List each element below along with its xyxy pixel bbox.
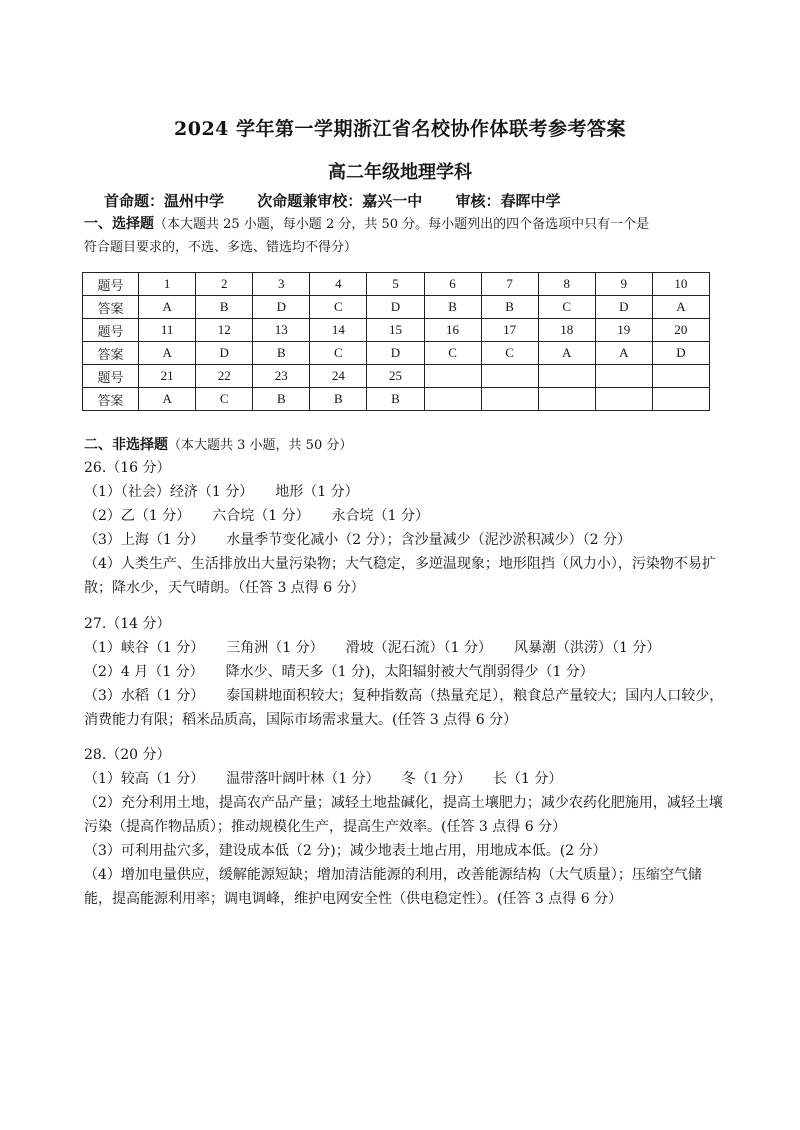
table-row (83, 365, 710, 388)
table-cell: A (139, 296, 196, 319)
answer-part: 永合垸（1 分） (331, 508, 429, 524)
table-cell: 25 (367, 365, 424, 388)
table-cell: A (652, 296, 709, 319)
answer-part: 冬（1 分） (401, 771, 471, 787)
table-cell (538, 365, 595, 388)
question-28 (84, 743, 724, 911)
table-cell (595, 388, 652, 411)
answer-part: 地形（1 分） (275, 484, 359, 500)
section1-heading (84, 212, 649, 237)
answer-part: 长（1 分） (492, 771, 563, 787)
table-cell (481, 388, 538, 411)
answer-paragraph: （4）人类生产、生活排放出大量污染物；大气稳定，多逆温现象；地形阻挡（风力小），污染物不易扩散；降水少，天气晴朗。（任答 3 点得 6 分） (84, 556, 716, 596)
question-26 (84, 456, 724, 600)
table-cell: 6 (424, 273, 481, 296)
answer-table (82, 272, 710, 411)
answer-paragraph: （4）增加电量供应，缓解能源短缺；增加清洁能源的利用，改善能源结构（大气质量）；压缩空气储能，提高能源利用率；调电调峰，维护电网安全性（供电稳定性）。(任答 3 点得 6 分） (84, 867, 702, 907)
answer-part: 泰国耕地面积较大；复种指数高（热量充足），粮食总产量较大；国内人口较少，消费能力有限；稻米品质高，国际市场需求量大。(任答 3 点得 6 分） (84, 688, 724, 728)
answer-line (84, 660, 724, 684)
row-label: 题号 (83, 365, 139, 388)
table-cell: 10 (652, 273, 709, 296)
answer-part: 温带落叶阔叶林（1 分） (226, 771, 380, 787)
table-cell (595, 365, 652, 388)
section1-note: （本大题共 25 小题，每小题 2 分，共 50 分。每小题列出的四个备选项中只有一个是 (154, 217, 650, 232)
row-label: 题号 (83, 273, 139, 296)
answer-part: 风暴潮（洪涝）（1 分） (513, 640, 661, 656)
table-cell: 20 (652, 319, 709, 342)
table-cell: 12 (196, 319, 253, 342)
section2-title: 二、非选择题 (84, 437, 168, 453)
table-cell: 5 (367, 273, 424, 296)
table-cell: 1 (139, 273, 196, 296)
answer-part: （3）上海（1 分） (84, 532, 205, 548)
table-cell: D (367, 342, 424, 365)
answer-line (84, 504, 724, 528)
table-cell: B (253, 388, 310, 411)
table-cell: A (139, 342, 196, 365)
table-cell (424, 365, 481, 388)
row-label: 答案 (83, 342, 139, 365)
page-title: 2024 学年第一学期浙江省名校协作体联考参考答案 (174, 118, 626, 140)
row-label: 题号 (83, 319, 139, 342)
table-cell: 21 (139, 365, 196, 388)
table-cell: C (424, 342, 481, 365)
question-header: 28.（20 分） (84, 747, 171, 763)
table-row (83, 342, 710, 365)
answer-part: （1）较高（1 分） (84, 771, 205, 787)
table-cell: C (310, 296, 367, 319)
page-subtitle: 高二年级地理学科 (328, 162, 472, 183)
answer-paragraph (84, 684, 724, 732)
authors-line (104, 190, 589, 211)
answer-paragraph: （2）充分利用土地，提高农产品产量；减轻土地盐碱化，提高土壤肥力；减少农药化肥施用，减轻土壤污染（提高作物品质）；推动规模化生产，提高生产效率。(任答 3 点得 6 分） (84, 795, 723, 835)
table-cell: 18 (538, 319, 595, 342)
table-cell: 2 (196, 273, 253, 296)
table-cell: 19 (595, 319, 652, 342)
table-cell: 17 (481, 319, 538, 342)
answer-part: （1）（社会）经济（1 分） (84, 484, 254, 500)
table-cell: 16 (424, 319, 481, 342)
table-cell: 22 (196, 365, 253, 388)
row-label: 答案 (83, 296, 139, 319)
row-label: 答案 (83, 388, 139, 411)
table-cell (652, 388, 709, 411)
table-cell: 24 (310, 365, 367, 388)
second-author: 次命题兼审校：嘉兴一中 (257, 192, 423, 210)
table-cell: C (538, 296, 595, 319)
section2-note: （本大题共 3 小题，共 50 分） (168, 438, 353, 453)
table-cell: D (652, 342, 709, 365)
table-cell: D (196, 342, 253, 365)
table-cell: B (424, 296, 481, 319)
answer-line (84, 480, 724, 504)
table-cell: A (538, 342, 595, 365)
table-cell: 3 (253, 273, 310, 296)
first-author: 首命题：温州中学 (104, 192, 225, 210)
table-cell: D (595, 296, 652, 319)
answer-part: 水量季节变化减小（2 分）；含沙量减少（泥沙淤积减少）（2 分） (226, 532, 631, 548)
table-cell: B (367, 388, 424, 411)
table-cell: B (196, 296, 253, 319)
section1-note-line2: 符合题目要求的，不选、多选、错选均不得分） (84, 240, 358, 255)
answer-part: （2）乙（1 分） (84, 508, 191, 524)
table-cell: A (139, 388, 196, 411)
table-cell: C (310, 342, 367, 365)
table-cell: B (253, 342, 310, 365)
table-cell: D (253, 296, 310, 319)
answer-line (84, 636, 724, 660)
table-cell: 9 (595, 273, 652, 296)
answer-line (84, 528, 724, 552)
answer-part: （1）峡谷（1 分） (84, 640, 205, 656)
table-cell (424, 388, 481, 411)
table-cell: 11 (139, 319, 196, 342)
table-cell: 15 (367, 319, 424, 342)
section2-heading (84, 433, 352, 458)
answer-part: 三角洲（1 分） (226, 640, 324, 656)
table-cell: B (310, 388, 367, 411)
table-row (83, 388, 710, 411)
table-cell (652, 365, 709, 388)
table-row (83, 273, 710, 296)
table-cell: 8 (538, 273, 595, 296)
question-27 (84, 612, 724, 732)
reviewer: 审核：春晖中学 (455, 192, 561, 210)
table-cell: 7 (481, 273, 538, 296)
answer-part: （2）4 月（1 分） (84, 664, 204, 680)
table-row (83, 319, 710, 342)
question-header: 27.（14 分） (84, 616, 171, 632)
table-cell (481, 365, 538, 388)
table-cell: D (367, 296, 424, 319)
section1-title: 一、选择题 (84, 216, 154, 232)
answer-line (84, 767, 724, 791)
table-cell: B (481, 296, 538, 319)
table-cell: 23 (253, 365, 310, 388)
table-cell: 14 (310, 319, 367, 342)
answer-part: 滑坡（泥石流）（1 分） (345, 640, 492, 656)
table-cell: C (196, 388, 253, 411)
table-cell: 4 (310, 273, 367, 296)
answer-part: （3）水稻（1 分） (84, 688, 205, 704)
question-header: 26.（16 分） (84, 460, 171, 476)
answer-part: 六合垸（1 分） (212, 508, 310, 524)
table-cell: C (481, 342, 538, 365)
table-cell: 13 (253, 319, 310, 342)
answer-part: 降水少、晴天多（1 分)，太阳辐射被大气削弱得少（1 分） (225, 664, 594, 680)
answer-line: （3）可利用盐穴多，建设成本低（2 分)；减少地表土地占用，用地成本低。(2 分） (84, 843, 607, 859)
table-row (83, 296, 710, 319)
table-cell: A (595, 342, 652, 365)
table-cell (538, 388, 595, 411)
